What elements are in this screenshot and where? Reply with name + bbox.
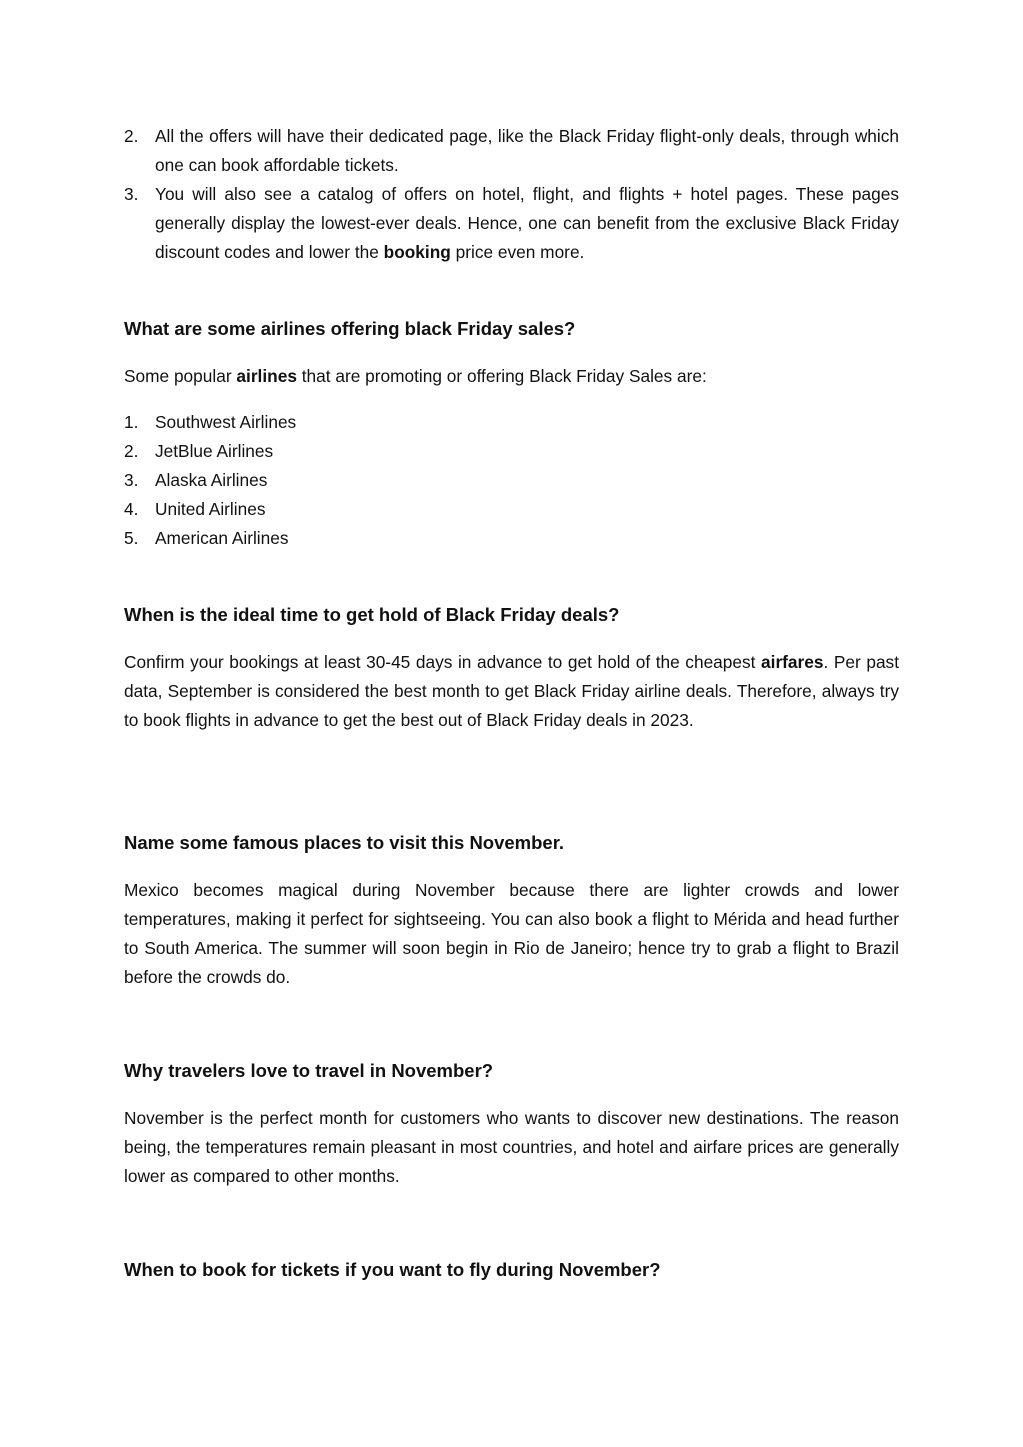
- intro-text-end: that are promoting or offering Black Friday Sales are:: [296, 366, 707, 386]
- airline-name: American Airlines: [155, 528, 289, 548]
- list-item: [124, 180, 899, 267]
- ideal-time-body: [124, 648, 899, 735]
- bold-term: airfares: [761, 652, 824, 672]
- list-item-text: All the offers will have their dedicated page, like the Black Friday flight-only deals, through which one can book affordable tickets.: [155, 126, 899, 175]
- list-number: 4.: [124, 499, 139, 519]
- list-number: 2.: [124, 126, 139, 146]
- airline-name: Southwest Airlines: [155, 412, 297, 432]
- list-number: 5.: [124, 528, 139, 548]
- list-number: 1.: [124, 412, 139, 432]
- list-item: [124, 466, 899, 495]
- airlines-intro: [124, 362, 899, 391]
- heading-why-november: Why travelers love to travel in November?: [124, 1060, 494, 1081]
- heading-ideal-time: When is the ideal time to get hold of Black Friday deals?: [124, 604, 620, 625]
- list-item: [124, 524, 899, 553]
- list-item: [124, 437, 899, 466]
- list-number: 3.: [124, 184, 139, 204]
- list-item: [124, 495, 899, 524]
- intro-text: Some popular: [124, 366, 237, 386]
- body-text: Confirm your bookings at least 30-45 days in advance to get hold of the cheapest: [124, 652, 762, 672]
- heading-places: Name some famous places to visit this November.: [124, 832, 565, 853]
- airline-name: United Airlines: [155, 499, 266, 519]
- list-item-text-end: price even more.: [450, 242, 585, 262]
- body-text-end: . Per past data, September is considered the best month to get Black Friday airline deals. Therefore, always try to book flights in advance to get the best out of Black Friday deals in 2023.: [124, 652, 899, 730]
- heading-airlines: What are some airlines offering black Friday sales?: [124, 318, 576, 339]
- list-number: 3.: [124, 470, 139, 490]
- bold-term: booking: [383, 242, 451, 262]
- airlines-list: [124, 408, 899, 553]
- airline-name: Alaska Airlines: [155, 470, 268, 490]
- list-item: [124, 408, 899, 437]
- heading-when-book: When to book for tickets if you want to fly during November?: [124, 1259, 661, 1280]
- airline-name: JetBlue Airlines: [155, 441, 274, 461]
- offers-list: [124, 122, 899, 267]
- list-item: [124, 122, 899, 180]
- why-november-body: November is the perfect month for customers who wants to discover new destinations. The reason being, the temperatures remain pleasant in most countries, and hotel and airfare prices are generally lower as compared to other months.: [124, 1108, 899, 1186]
- bold-term: airlines: [236, 366, 297, 386]
- places-body: Mexico becomes magical during November because there are lighter crowds and lower temperatures, making it perfect for sightseeing. You can also book a flight to Mérida and head further to South America. The summer will soon begin in Rio de Janeiro; hence try to grab a flight to Brazil before the crowds do.: [124, 880, 899, 987]
- list-item-text: You will also see a catalog of offers on hotel, flight, and flights + hotel pages. These pages generally display the lowest-ever deals. Hence, one can benefit from the exclusive Black Friday discount codes and lower the: [155, 184, 899, 262]
- list-number: 2.: [124, 441, 139, 461]
